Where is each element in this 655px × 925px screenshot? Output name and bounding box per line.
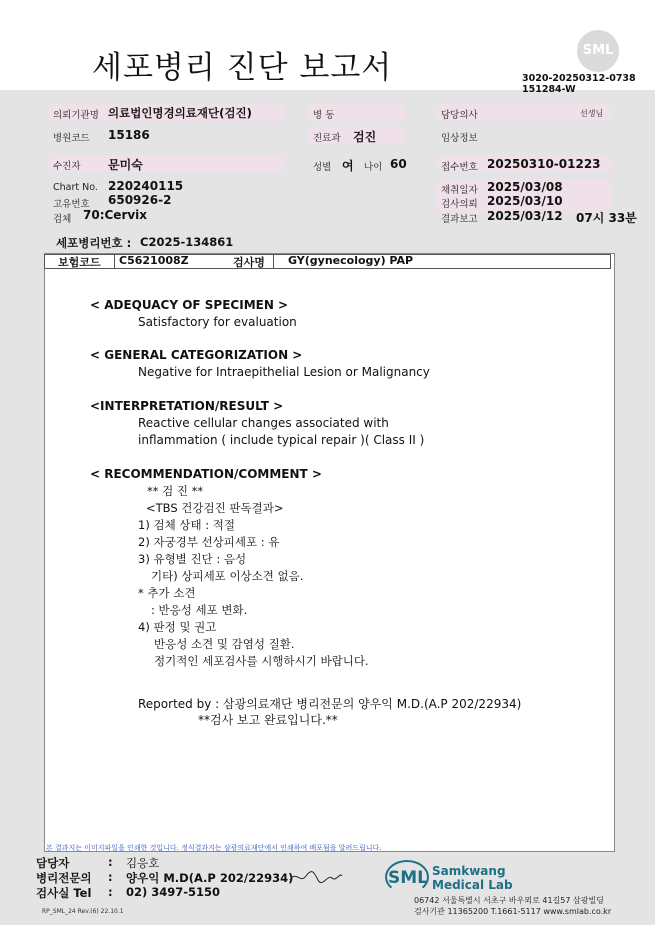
tel-label: 검사실 Tel — [36, 886, 92, 900]
receipt-label: 접수번호 — [441, 162, 478, 173]
colon: : — [108, 885, 113, 899]
signature-icon — [288, 868, 344, 886]
test-name-divider — [273, 255, 274, 268]
cyto-no-label: 세포병리번호 : — [56, 236, 132, 250]
unique-value: 650926-2 — [108, 193, 172, 207]
patient-label: 수진자 — [53, 161, 81, 172]
request-label: 검사의뢰 — [441, 199, 478, 210]
rec-title: < RECOMMENDATION/COMMENT > — [90, 467, 322, 481]
page-title: 세포병리 진단 보고서 — [92, 50, 393, 86]
rec-line: <TBS 건강검진 판독결과> — [146, 501, 284, 515]
brand-logo-text: SML — [388, 868, 428, 888]
hospital-code-label: 병원코드 — [53, 133, 90, 144]
report-code-2: 151284-W — [522, 84, 576, 95]
test-name-value: GY(gynecology) PAP — [288, 254, 414, 267]
chart-label: Chart No. — [53, 182, 98, 193]
rec-line: * 추가 소견 — [138, 586, 196, 600]
collect-value: 2025/03/08 — [487, 180, 563, 194]
report-complete: **검사 보고 완료입니다.** — [198, 713, 338, 727]
test-row — [44, 254, 611, 269]
chart-value: 220240115 — [108, 179, 184, 193]
result-time: 07시 33분 — [576, 211, 637, 225]
unique-label: 고유번호 — [53, 199, 90, 210]
age-value: 60 — [390, 157, 407, 171]
rec-line: 1) 검체 상태 : 적절 — [138, 518, 235, 532]
org-code: 검사기관 11365200 T.1661-5117 www.smlab.co.kr — [414, 907, 612, 916]
doctor-label: 담당의사 — [441, 110, 478, 121]
rec-line: 3) 유형별 진단 : 음성 — [138, 552, 247, 566]
report-body — [44, 253, 615, 852]
ins-code-label: 보험코드 — [58, 256, 101, 269]
pathologist-value: 양우익 M.D(A.P 202/22934) — [126, 871, 294, 885]
staff-label: 담당자 — [36, 856, 70, 870]
specimen-label: 검체 — [53, 214, 72, 225]
clinical-label: 임상정보 — [441, 133, 478, 144]
tel-value: 02) 3497-5150 — [126, 885, 221, 899]
collect-label: 채취일자 — [441, 185, 478, 196]
result-value: 2025/03/12 — [487, 209, 563, 223]
rec-line: 2) 자궁경부 선상피세포 : 유 — [138, 535, 280, 549]
brand-line-2: Medical Lab — [432, 878, 513, 892]
colon: : — [108, 870, 113, 884]
request-value: 2025/03/10 — [487, 194, 563, 208]
pathologist-label: 병리전문의 — [36, 871, 92, 885]
rec-line: : 반응성 세포 변화. — [151, 603, 248, 617]
patient-pill — [48, 155, 286, 172]
interp-line-1: Reactive cellular changes associated with — [138, 416, 389, 430]
notice-text: 본 결과지는 이미지파일을 인쇄한 것입니다. 정식결과지는 삼광의료재단에서 인쇄하여 배포됨을 알려드립니다. — [46, 844, 382, 852]
dept-value: 검진 — [353, 130, 377, 144]
dept-label: 진료과 — [313, 133, 341, 144]
doctor-suffix: 선생님 — [580, 109, 604, 118]
colon: : — [108, 855, 113, 869]
brand-line-1: Samkwang — [432, 864, 506, 878]
patient-value: 문미숙 — [108, 158, 143, 172]
ins-code-value: C5621008Z — [119, 254, 189, 267]
interp-line-2: inflammation ( include typical repair )( Class II ) — [138, 433, 425, 447]
cyto-no-value: C2025-134861 — [140, 235, 234, 249]
specimen-value: 70:Cervix — [83, 208, 148, 222]
rec-line: 기타) 상피세포 이상소견 없음. — [151, 569, 304, 583]
hospital-code-value: 15186 — [108, 128, 150, 142]
adequacy-text: Satisfactory for evaluation — [138, 315, 297, 329]
interp-title: <INTERPRETATION/RESULT > — [90, 399, 284, 413]
age-label: 나이 — [364, 162, 383, 173]
form-code: RP_SML_24 Rev.(6) 22.10.1 — [42, 908, 124, 915]
address: 06742 서울특별시 서초구 바우뫼로 41길57 삼광빌딩 — [414, 896, 604, 905]
rec-line: 정기적인 세포검사를 시행하시기 바랍니다. — [154, 654, 369, 668]
test-name-label: 검사명 — [233, 256, 265, 269]
sex-label: 성별 — [313, 162, 332, 173]
rec-line: ** 검 진 ** — [147, 484, 204, 498]
staff-value: 김응호 — [126, 856, 160, 870]
institution-value: 의료법인명경의료재단(검진) — [108, 106, 252, 120]
reported-by: Reported by : 삼광의료재단 병리전문의 양우익 M.D.(A.P 202/22934) — [138, 697, 522, 711]
sex-value: 여 — [342, 159, 354, 173]
rec-line: 4) 판정 및 권고 — [138, 620, 217, 634]
adequacy-title: < ADEQUACY OF SPECIMEN > — [90, 298, 289, 312]
rec-line: 반응성 소견 및 감염성 질환. — [154, 637, 295, 651]
general-text: Negative for Intraepithelial Lesion or Malignancy — [138, 365, 430, 379]
result-label: 결과보고 — [441, 214, 478, 225]
receipt-value: 20250310-01223 — [487, 157, 601, 171]
sml-logo-icon: SML — [575, 28, 621, 74]
general-title: < GENERAL CATEGORIZATION > — [90, 348, 303, 362]
report-code-1: 3020-20250312-0738 — [522, 73, 636, 84]
institution-label: 의뢰기관명 — [53, 110, 99, 121]
ward-label: 병 동 — [313, 110, 335, 121]
